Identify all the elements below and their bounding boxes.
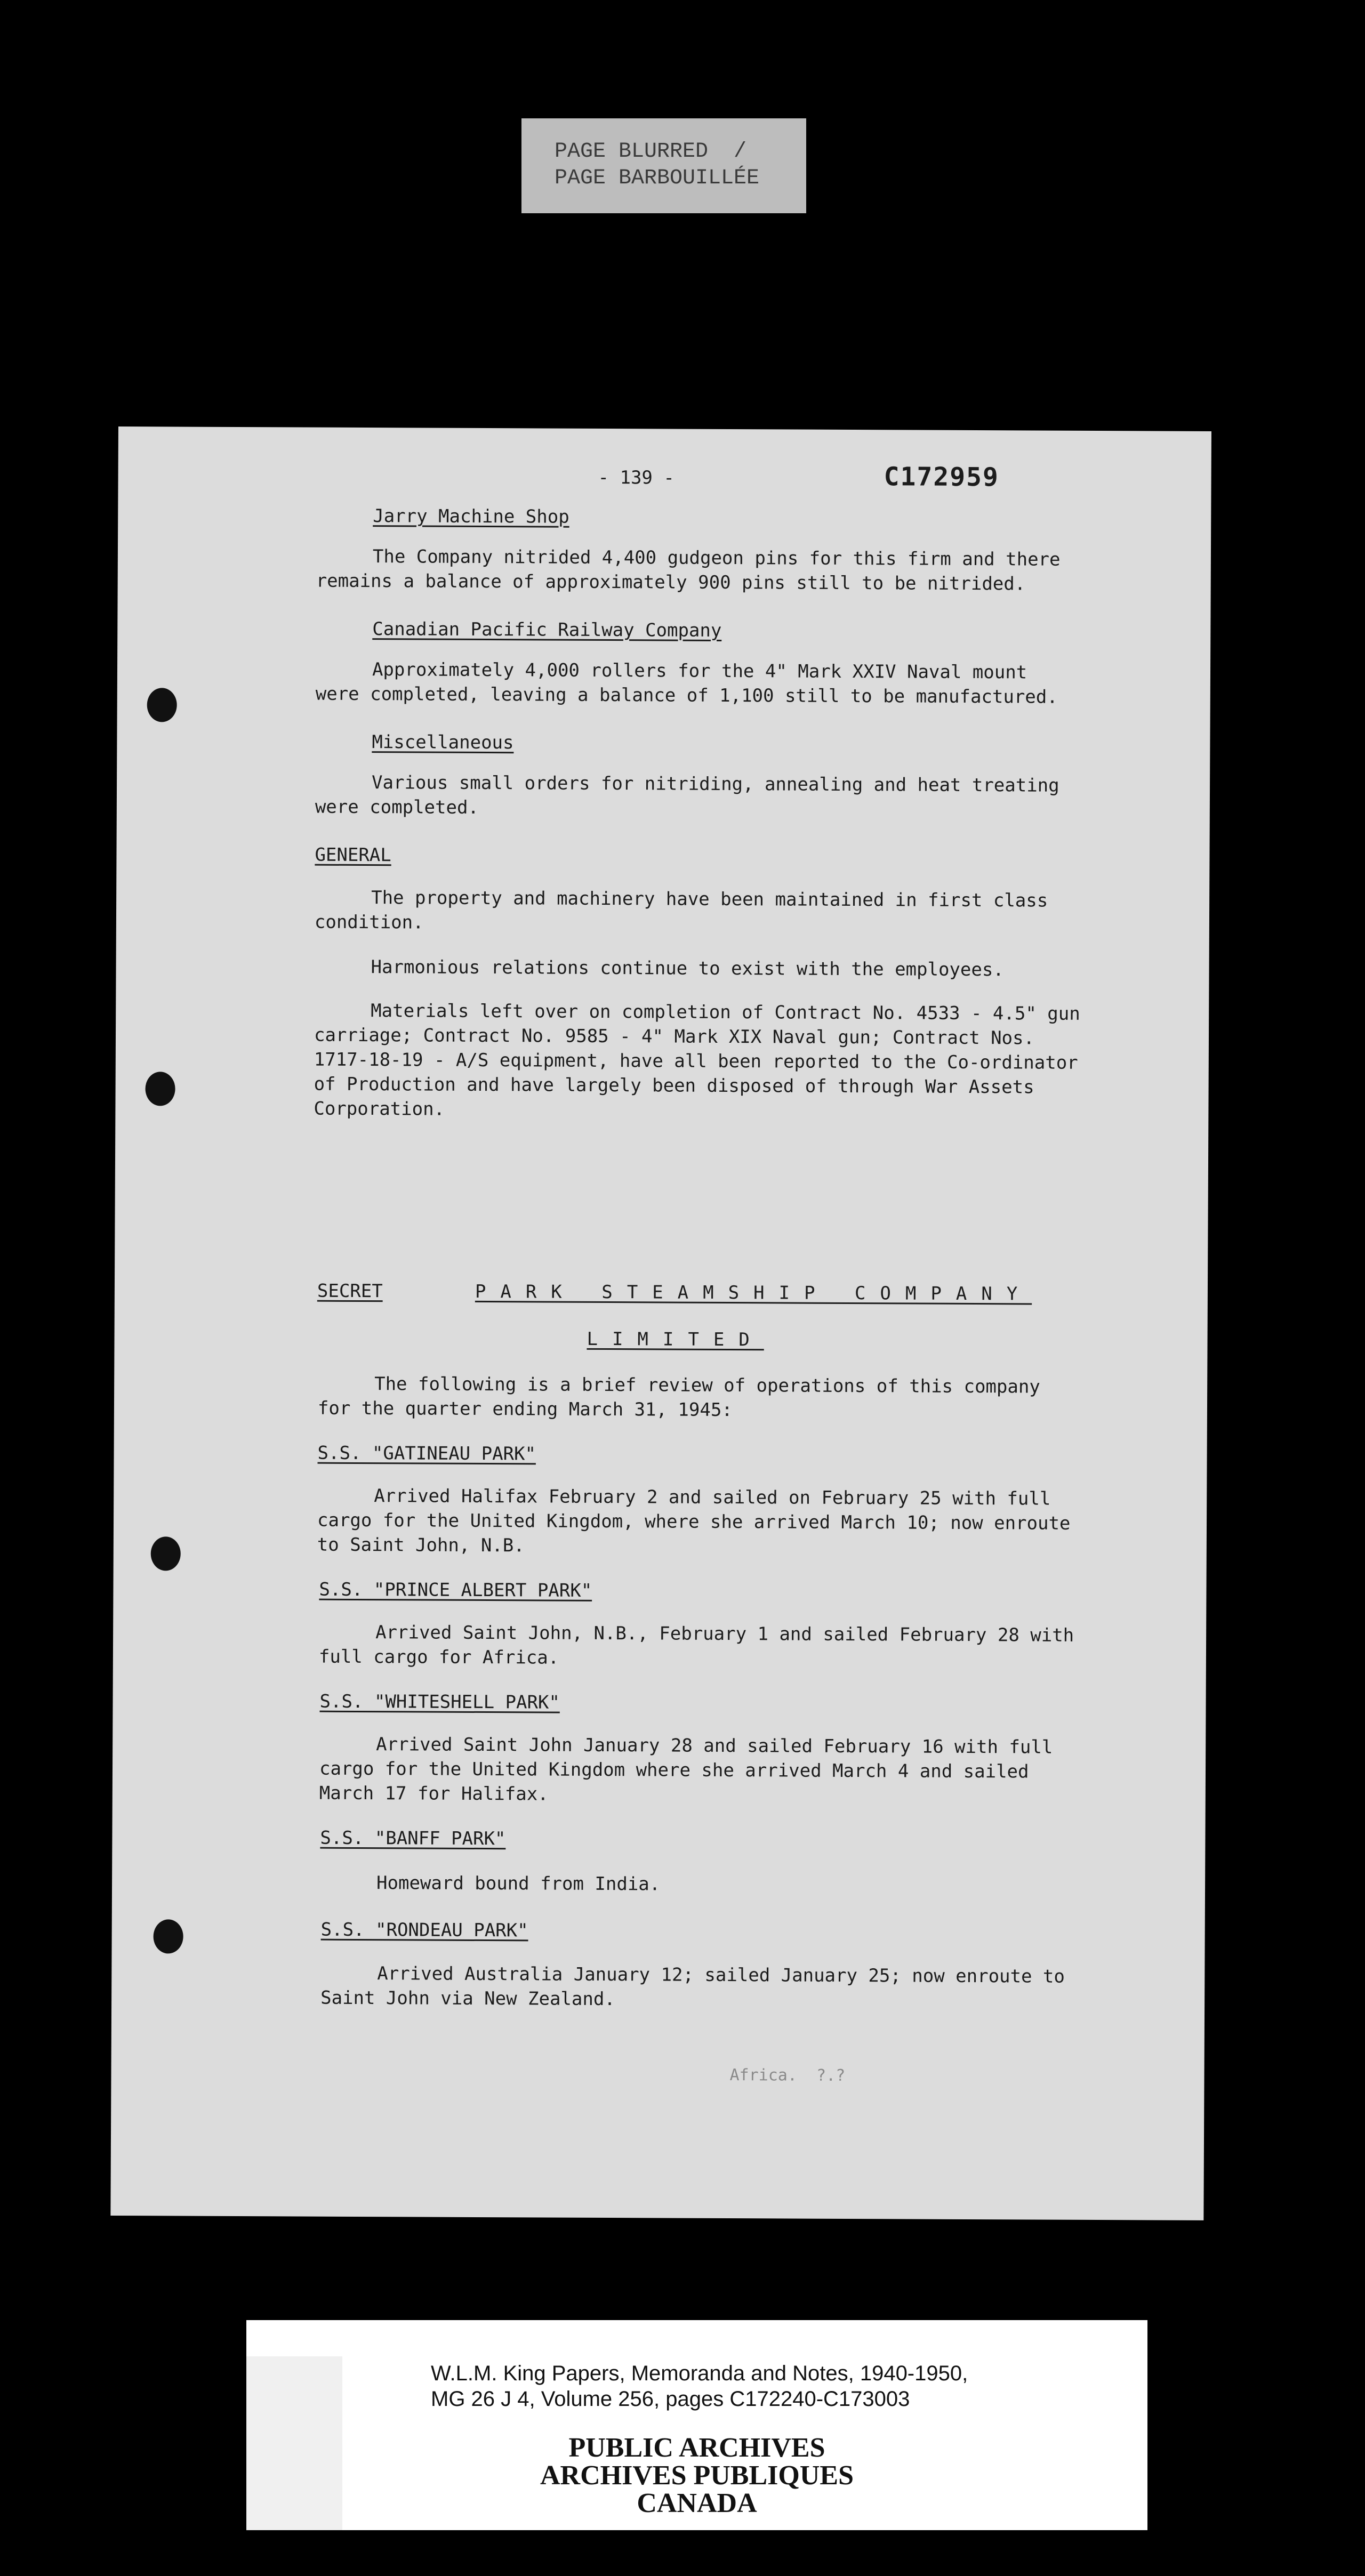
paragraph-line: cargo for the United Kingdom, where she arrived March 10; now enroute	[317, 1509, 1071, 1534]
citation-line-1: W.L.M. King Papers, Memoranda and Notes, 1940-1950,	[431, 2362, 968, 2385]
stamp-line-1: PAGE BLURRED /	[555, 140, 747, 164]
ship-heading: S.S. "WHITESHELL PARK"	[319, 1690, 560, 1713]
punch-hole	[145, 1072, 175, 1106]
ship-heading: S.S. "BANFF PARK"	[320, 1827, 506, 1850]
page-number: - 139 -	[598, 466, 675, 489]
section-heading: GENERAL	[315, 844, 391, 866]
citation-line-2: MG 26 J 4, Volume 256, pages C172240-C173003	[431, 2387, 910, 2411]
paragraph-line: Homeward bound from India.	[376, 1872, 661, 1895]
paragraph-line: Arrived Australia January 12; sailed January 25; now enroute to	[377, 1963, 1065, 1987]
archives-line-3: CANADA	[637, 2488, 757, 2518]
paragraph-line: Corporation.	[314, 1098, 445, 1120]
paragraph-line: Various small orders for nitriding, annealing and heat treating	[372, 772, 1059, 796]
secret-label: SECRET	[317, 1280, 383, 1302]
paragraph-line: The property and machinery have been maintained in first class	[371, 887, 1048, 912]
paragraph-line: Saint John via New Zealand.	[320, 1987, 615, 2010]
document-page	[110, 426, 1211, 2220]
paragraph-line: Materials left over on completion of Contract No. 4533 - 4.5" gun	[371, 1000, 1080, 1025]
paragraph-line: 1717-18-19 - A/S equipment, have all been reported to the Co-ordinator	[314, 1049, 1078, 1074]
company-title-line-2: LIMITED	[587, 1328, 764, 1351]
paragraph-line: to Saint John, N.B.	[317, 1534, 525, 1557]
section-heading: Canadian Pacific Railway Company	[372, 618, 722, 641]
paragraph-line: March 17 for Halifax.	[319, 1782, 549, 1805]
stamp-line-2: PAGE BARBOUILLÉE	[555, 166, 760, 190]
public-archives-label	[246, 2434, 1147, 2517]
ship-heading: S.S. "GATINEAU PARK"	[317, 1442, 536, 1465]
section-heading: Jarry Machine Shop	[373, 505, 569, 528]
company-title: PARK STEAMSHIP COMPANY	[475, 1281, 1032, 1305]
ship-heading: S.S. "PRINCE ALBERT PARK"	[319, 1579, 592, 1601]
paragraph-line: Approximately 4,000 rollers for the 4" Mark XXIV Naval mount	[372, 659, 1027, 683]
punch-hole	[151, 1536, 181, 1571]
paragraph-line: cargo for the United Kingdom where she arrived March 4 and sailed	[319, 1758, 1029, 1783]
archives-line-1: PUBLIC ARCHIVES	[568, 2433, 825, 2463]
paragraph-line: of Production and have largely been disposed of through War Assets	[314, 1073, 1034, 1098]
archive-citation	[372, 2351, 1029, 2431]
paragraph-line: remains a balance of approximately 900 pins still to be nitrided.	[316, 570, 1026, 595]
ship-heading: S.S. "RONDEAU PARK"	[320, 1919, 528, 1942]
paragraph-line: full cargo for Africa.	[318, 1646, 559, 1669]
paragraph-line: Harmonious relations continue to exist with the employees.	[371, 956, 1004, 981]
archives-line-2: ARCHIVES PUBLIQUES	[540, 2460, 854, 2491]
paragraph-line: for the quarter ending March 31, 1945:	[317, 1397, 733, 1421]
paragraph-line: were completed.	[315, 796, 479, 818]
document-reference: C172959	[884, 462, 1000, 493]
paragraph-line: Arrived Halifax February 2 and sailed on February 25 with full	[374, 1485, 1051, 1510]
punch-hole	[154, 1919, 183, 1953]
page-blurred-stamp	[521, 118, 806, 213]
paragraph-line: The following is a brief review of operations of this company	[374, 1373, 1040, 1398]
punch-hole	[147, 688, 177, 722]
paragraph-line: condition.	[314, 911, 424, 933]
paragraph-line: were completed, leaving a balance of 1,100 still to be manufactured.	[315, 683, 1058, 708]
section-heading: Miscellaneous	[372, 731, 514, 754]
paragraph-line: Arrived Saint John, N.B., February 1 and sailed February 28 with	[375, 1622, 1074, 1646]
bleed-through-text: Africa. ?.?	[729, 2066, 846, 2085]
paragraph-line: Arrived Saint John January 28 and sailed February 16 with full	[376, 1734, 1053, 1758]
paragraph-line: carriage; Contract No. 9585 - 4" Mark XIX Naval gun; Contract Nos.	[314, 1024, 1035, 1049]
paragraph-line: The Company nitrided 4,400 gudgeon pins for this firm and there	[372, 546, 1061, 570]
